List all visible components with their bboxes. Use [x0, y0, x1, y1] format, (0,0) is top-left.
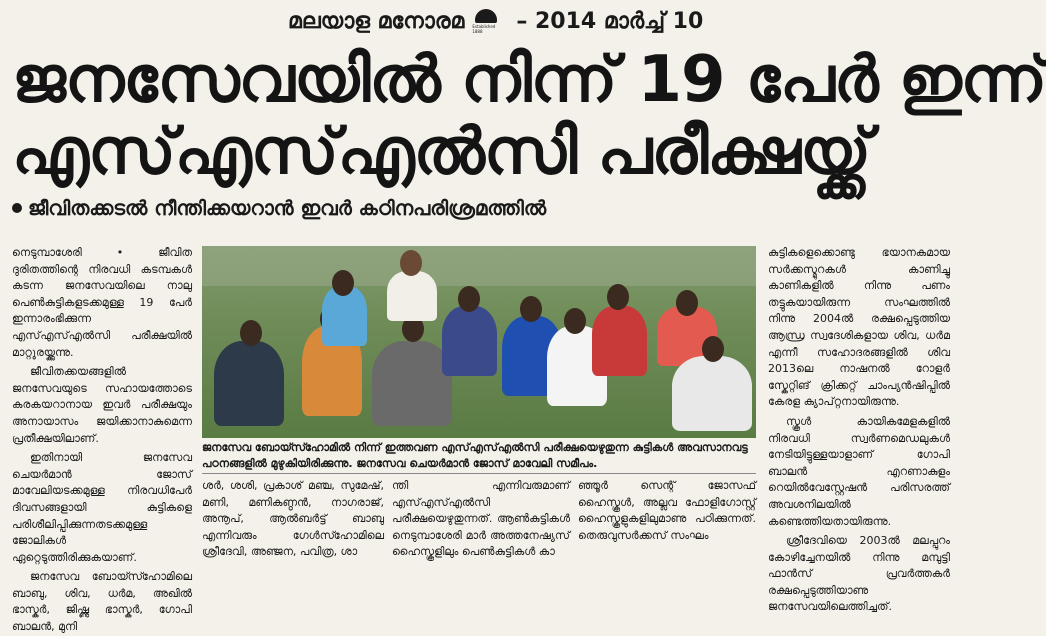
paragraph: നെടുമ്പാശേരി • ജീവിത ദുരിതത്തിന്റെ നിരവധി കടമ്പകൾ കടന്ന ജനസേവയിലെ നാലു പെൺകുട്ടികളടക്കമുള്ള 19 പേർ ഇന്നാരംഭിക്കുന്ന എസ്എസ്എൽസി പരീക്ഷയിൽ മാറ്റുരയ്ക്കുന്നു.: [12, 246, 192, 359]
bullet-icon: [12, 203, 22, 213]
emblem-icon: Established 1888: [472, 8, 500, 34]
paragraph: ഞ്ഞൂർ സെന്റ് ജോസഫ് ഹൈസ്കൂൾ, അല്ലവ ഫോളിഗോസ്റ്റ് ഹൈസ്കൂളുകളിലുമാണു പഠിക്കുന്നത്. തെരുവുസർക്കസ് സംഘം: [578, 479, 756, 542]
article-column-5: [768, 245, 950, 614]
article-column-4: [578, 478, 756, 557]
article-column-3: [392, 478, 570, 557]
issue-date: – 2014 മാർച്ച് 10: [516, 8, 704, 34]
paragraph: ജനസേവ ബോയ്സ്ഹോമിലെ ബാബു, ശിവ, ധർമ, അഖിൽ ഭാസ്കർ, ജിഷ്ണു ഭാസ്കർ, ഗോപി ബാലൻ, മുനി: [12, 570, 192, 634]
article-column-1: [12, 245, 192, 634]
subheadline-text: ജീവിതക്കടൽ നീന്തിക്കയറാൻ ഇവർ കഠിനപരിശ്രമത്തിൽ: [28, 196, 547, 220]
paragraph: ജീവിതക്കയങ്ങളിൽ ജനസേവയുടെ സഹായത്തോടെ കരകയറാനായ ഇവർ പരീക്ഷയും അനായാസം ജയിക്കാനാകുമെന്ന പ്രതീക്ഷയിലാണ്.: [12, 365, 192, 445]
paragraph: കുട്ടികളെക്കൊണ്ടു ഭയാനകമായ സർക്കസ്മുറകൾ കാണിച്ചു കാണികളിൽ നിന്നു പണം തട്ടുകയായിരുന്ന സംഘത്തിൽ നിന്നു 2004ൽ രക്ഷപ്പെടുത്തിയ ആന്ധ്ര സ്വദേശികളായ ശിവ, ധർമ എന്നീ സഹോദരങ്ങളിൽ ശിവ 2013ലെ നാഷനൽ റോളർ സ്കേറ്റിങ് ക്രിക്കറ്റ് ചാംപ്യൻഷിപ്പിൽ കേരള ക്യാപ്റ്റനായിരുന്നു.: [768, 246, 950, 409]
article-column-2: [202, 478, 384, 557]
masthead: [288, 6, 703, 36]
paragraph: ശർ, ശശി, പ്രകാശ് മഞ്ച, സുമേഷ്, മണി, മണികണ്ഠൻ, നാഗരാജ്, അനൂപ്, ആൽബർട്ട് ബാബു എന്നിവരും ഗേൾസ്ഹോമിലെ ശ്രീദേവി, അഞ്ജന, പവിത്ര, ശാ: [202, 479, 384, 559]
headline-line-2: എസ്എസ്എൽസി പരീക്ഷയ്ക്ക്: [12, 115, 871, 189]
divider: [202, 473, 756, 474]
paragraph: ന്തി എന്നിവരുമാണ് എസ്എസ്എൽസി പരീക്ഷയെഴുതുന്നത്. ആൺകുട്ടികൾ നെടുമ്പാശേരി മാർ അത്തനേഷ്യസ് ഹൈസ്കൂളിലും പെൺകുട്ടികൾ കാ: [392, 479, 570, 559]
headline-line-1: ജനസേവയിൽ നിന്ന് 19 പേർ ഇന്ന്: [12, 43, 1046, 117]
paper-name: മലയാള മനോരമ: [288, 8, 465, 34]
news-photo: [202, 246, 756, 438]
photo-caption: ജനസേവ ബോയ്സ്ഹോമിൽ നിന്ന് ഇത്തവണ എസ്എസ്എൽസി പരീക്ഷയെഴുതുന്ന കുട്ടികൾ അവസാനവട്ട പഠനങ്ങളിൽ മുഴുകിയിരിക്കുന്നു. ജനസേവ ചെയർമാൻ ജോസ് മാവേലി സമീപം.: [202, 441, 748, 470]
paragraph: ശ്രീദേവിയെ 2003ൽ മലപ്പുറം കോഴിച്ചേനയിൽ നിന്നു മമ്പുട്ടി ഫാൻസ് പ്രവർത്തകർ രക്ഷപ്പെടുത്തിയാണു ജനസേവയിലെത്തിച്ചത്.: [768, 534, 950, 614]
paragraph: സ്കൂൾ കായികമേളകളിൽ നിരവധി സ്വർണമെഡലുകൾ നേടിയിട്ടുള്ളയാളാണ് ഗോപി ബാലൻ എറണാകുളം റെയിൽവേസ്റ്റേഷൻ പരിസരത്ത് അവശനിലയിൽ കണ്ടെത്തിയതായിരുന്നു.: [768, 414, 950, 528]
paragraph: ഇതിനായി ജനസേവ ചെയർമാൻ ജോസ് മാവേലിയടക്കമുള്ള നിരവധിപേർ ദിവസങ്ങളായി കുട്ടികളെ പരിശീലിപ്പിക്കുന്നതടക്കമുള്ള ജോലികൾ ഏറ്റെടുത്തിരിക്കുകയാണ്.: [12, 451, 192, 564]
subheadline: [12, 196, 546, 220]
